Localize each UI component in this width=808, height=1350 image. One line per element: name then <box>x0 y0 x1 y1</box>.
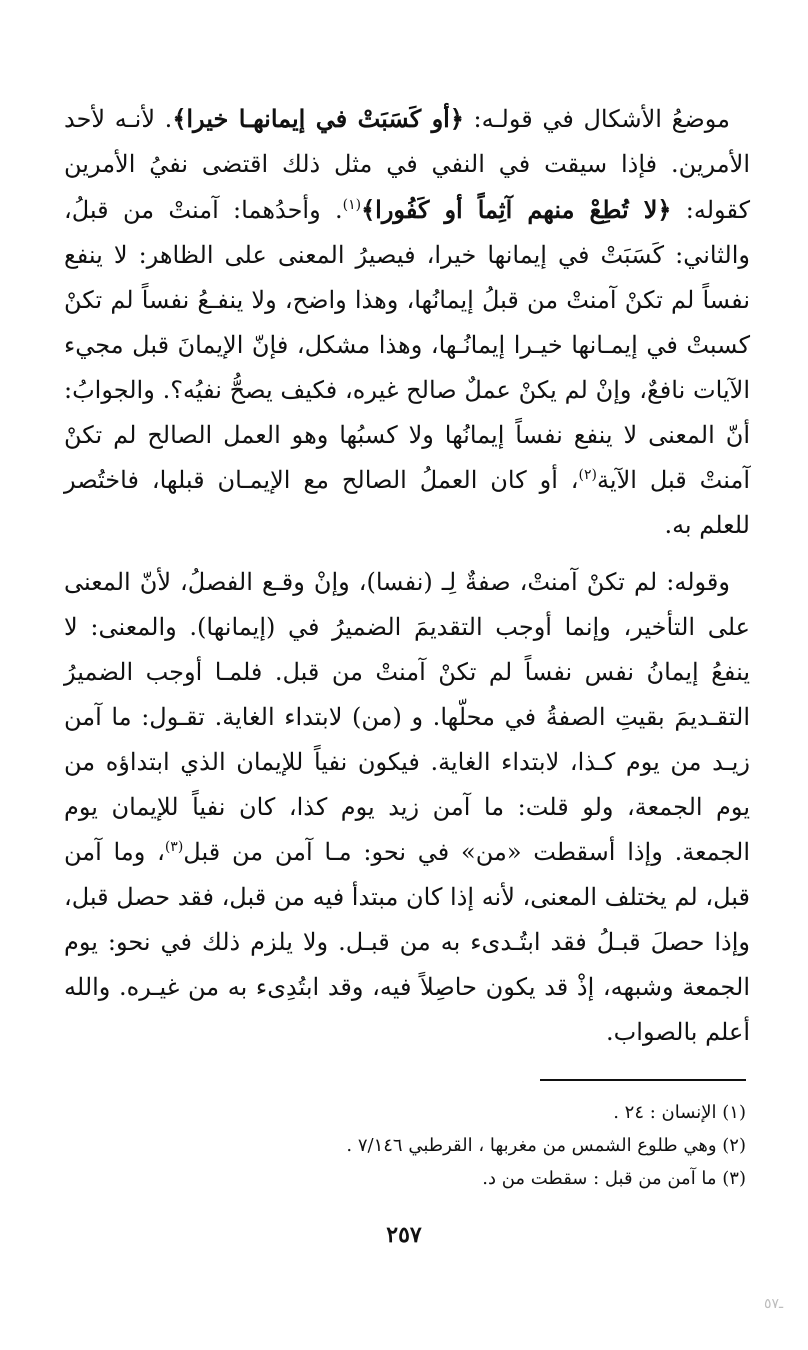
text-segment: وقوله: لم تكنْ آمنتْ، صفةٌ لِـ (نفسا)، وإنْ وقـع الفصلُ، لأنّ المعنى على التأخير، وإنما أوجب التقديمَ الضميرُ في (إيمانها). والمعنى: لا ينفعُ إيمانُ نفس نفساً لم تكنْ آمنتْ من قبل. فلمـا أوجب الضميرُ التقـديمَ بقيتِ الصفةُ في محلّها. و (من) لابتداء الغاية. تقـول: ما آمن زيـد من يوم كـذا، لابتداء الغاية. فيكون نفياً للإيمان الذي ابتداؤه من يوم الجمعة، ولو قلت: ما آمن زيد يوم كذا، كان نفياً للإيمان يوم الجمعة. وإذا أسقطت «من» في نحو: مـا آمن من قبل <box>64 568 751 866</box>
text-segment: . لأنـه لأحد الأمرين. فإذا سيقت في النفي في مثل ذلك اقتضى نفيُ الأمرين كقوله: <box>64 105 751 224</box>
footnote-3: (٣) ما آمن من قبل : سقطت من د. <box>482 1168 746 1189</box>
footnote-ref-1[interactable]: (١) <box>342 197 362 213</box>
text-segment: ، أو كان العملُ الصالح مع الإيمـان قبلها، فاختُصر للعلم به. <box>64 466 750 539</box>
text-segment: ، وما آمن قبل، لم يختلف المعنى، لأنه إذا كان مبتدأ فيه من قبل، فقد حصل قبل، وإذا حصلَ قبـلُ فقد ابتُـدىء به من قبـل. ولا يلزم ذلك في نحو: يوم الجمعة وشبهه، إذْ قد يكون حاصِلاً فيه، وقد ابتُدِىء به من غيـره. والله أعلم بالصواب. <box>64 838 750 1046</box>
footnote-2: (٢) وهي طلوع الشمس من مغربها ، القرطبي ٧/١٤٦ . <box>346 1135 746 1156</box>
footnotes <box>64 1096 746 1195</box>
quran-quote: ﴿لا تُطِعْ منهم آثِماً أو كَفُورا﴾ <box>361 195 672 224</box>
main-text <box>64 96 750 1055</box>
quran-quote: ﴿أو كَسَبَتْ في إيمانهـا خيرا﴾ <box>172 104 464 133</box>
footnote-divider <box>540 1079 746 1081</box>
footnote-1: (١) الإنسان : ٢٤ . <box>613 1102 746 1123</box>
paragraph-2 <box>64 560 750 1055</box>
footnote-ref-3[interactable]: (٣) <box>164 839 184 855</box>
text-segment: موضعُ الأشكال في قولـه: <box>463 105 730 133</box>
text-segment: . وأحدُهما: آمنتْ من قبلُ، والثاني: كَسَبَتْ في إيمانها خيرا، فيصيرُ المعنى على الظاهر: لا ينفع نفساً لم تكنْ آمنتْ من قبلُ إيمانُها، وهذا واضح، ولا ينفـعُ نفساً لم تكنْ كسبتْ في إيمـانها خيـرا إيمانُـها، وهذا مشكل، فإنّ الإيمانَ قبل مجيء الآيات نافعٌ، وإنْ لم يكنْ عملٌ صالح غيره، فكيف يصحُّ نفيُه؟. والجوابُ: أنّ المعنى لا ينفع نفساً إيمانُها ولا كسبُها وهو العمل الصالح لم تكنْ آمنتْ قبل الآية <box>64 196 751 494</box>
page-number: ٢٥٧ <box>386 1222 422 1248</box>
scan-artifact-mark: ـ٥٧ <box>764 1296 784 1312</box>
footnote-ref-2[interactable]: (٢) <box>578 467 598 483</box>
paragraph-1 <box>64 96 750 548</box>
